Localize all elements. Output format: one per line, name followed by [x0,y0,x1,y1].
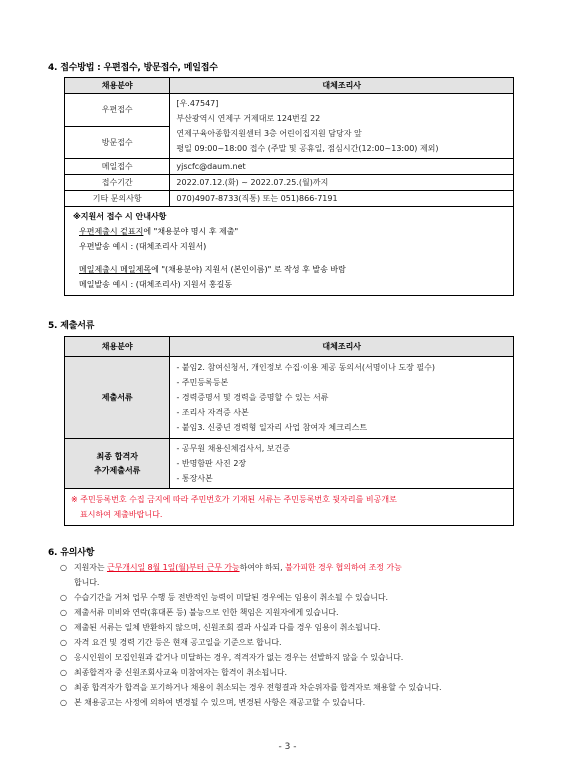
note-mail: 메일제출시 메일제목에 "(채용분야) 지원서 (본인이름)" 로 작성 후 발송 바람 [79,265,346,274]
submit-doc-item: - 조리사 자격증 사본 [176,408,249,417]
visit-label: 방문접수 [65,126,170,159]
section6-title: 6. 유의사항 [48,548,95,558]
bullet-circle-icon: ○ [60,653,67,662]
final-docs-list [170,439,514,489]
s4-header-field: 채용분야 [65,78,170,94]
notice-item: ○ 제출된 서류는 일체 반환하지 않으며, 신원조회 결과 사실과 다를 경우 임용이 취소됩니다. [60,620,510,635]
final-doc-item: - 공무원 채용신체검사서, 보건증 [176,444,290,453]
bullet-circle-icon: ○ [60,683,67,692]
final-docs-label: 최종 합격자 추가제출서류 [65,439,170,489]
contact-label: 기타 문의사항 [65,191,170,207]
bullet-circle-icon: ○ [60,608,67,617]
s5-header-role: 대체조리사 [170,337,514,357]
notice-list [60,560,510,710]
bullet-circle-icon: ○ [60,623,67,632]
notice-item: ○ 지원자는 근무개시일 8월 1일(월)부터 근무 가능하여야 하되, 불가피한 경우 협의하여 조정 가능 합니다. [60,560,510,590]
notice-item: ○ 제출서류 미비와 연락(휴대폰 등) 불능으로 인한 책임은 지원자에게 있습니다. [60,605,510,620]
bullet-circle-icon: ○ [60,668,67,677]
section5-title: 5. 제출서류 [48,321,95,331]
resident-number-warning: ※ 주민등록번호 수집 금지에 따라 주민번호가 기재된 서류는 주민등록번호 뒷자리를 비공개로 표시하여 제출바랍니다. [65,489,514,526]
final-doc-item: - 반명함판 사진 2장 [176,459,247,468]
bullet-circle-icon: ○ [60,638,67,647]
application-note [65,207,514,296]
s4-header-role: 대체조리사 [170,78,514,94]
note-title: ※지원서 접수 시 안내사항 [73,212,167,221]
notice-item: ○ 본 채용공고는 사정에 의하여 변경될 수 있으며, 변경된 사항은 재공고할 수 있습니다. [60,695,510,710]
submit-docs-label: 제출서류 [65,357,170,439]
notice-item: ○ 자격 요건 및 경력 기간 등은 현재 공고일을 기준으로 합니다. [60,635,510,650]
submit-docs-list [170,357,514,439]
submit-doc-item: - 주민등록등본 [176,378,229,387]
bullet-circle-icon: ○ [60,698,67,707]
note-postal: 우편제출시 겉표지에 "채용분야 명시 후 제출" [79,227,239,236]
postal-code: [우.47547] [176,99,219,108]
address-cell [170,94,514,159]
submit-doc-item: - 경력증명서 및 경력을 증명할 수 있는 서류 [176,393,329,402]
page-number: - 3 - [278,742,297,752]
submit-doc-item: - 붙임2. 참여신청서, 개인정보 수집·이용 제공 동의서(서명이나 도장 필수) [176,363,436,372]
submit-doc-item: - 붙임3. 신중년 경력형 일자리 사업 참여자 체크리스트 [176,423,368,432]
notice-item: ○ 수습기간을 거쳐 업무 수행 등 전반적인 능력이 미달된 경우에는 임용이 취소될 수 있습니다. [60,590,510,605]
bullet-circle-icon: ○ [60,593,67,602]
notice-item: ○ 최종 합격자가 합격을 포기하거나 채용이 취소되는 경우 전형결과 차순위자를 합격자로 채용할 수 있습니다. [60,680,510,695]
postal-label: 우편접수 [65,94,170,127]
email-value: yjscfc@daum.net [170,159,514,175]
contact-value: 070)4907-8733(직통) 또는 051)866-7191 [170,191,514,207]
section4-table [64,77,514,296]
email-label: 메일접수 [65,159,170,175]
note-postal-example: 우편발송 예시 : (대체조리사 지원서) [79,242,207,251]
final-doc-item: - 통장사본 [176,474,213,483]
section4-title: 4. 접수방법 : 우편접수, 방문접수, 메일접수 [48,63,218,73]
period-value: 2022.07.12.(화) ~ 2022.07.25.(월)까지 [170,175,514,191]
address-recipient: 연제구육아종합지원센터 3층 어린이집지원 담당자 앞 [176,129,362,138]
period-label: 접수기간 [65,175,170,191]
address-street: 부산광역시 연제구 거제대로 124번길 22 [176,114,321,123]
visit-hours: 평일 09:00~18:00 접수 (주말 및 공휴일, 점심시간(12:00~13:00) 제외) [176,144,439,153]
section5-table [64,336,514,526]
s5-header-field: 채용분야 [65,337,170,357]
bullet-circle-icon: ○ [60,563,67,572]
notice-item: ○ 응시인원이 모집인원과 같거나 미달하는 경우, 적격자가 없는 경우는 선발하지 않을 수 있습니다. [60,650,510,665]
notice-item: ○ 최종합격자 중 신원조회사교육 미참여자는 합격이 취소됩니다. [60,665,510,680]
note-mail-example: 메일발송 예시 : (대체조리사) 지원서 홍길동 [79,280,233,289]
